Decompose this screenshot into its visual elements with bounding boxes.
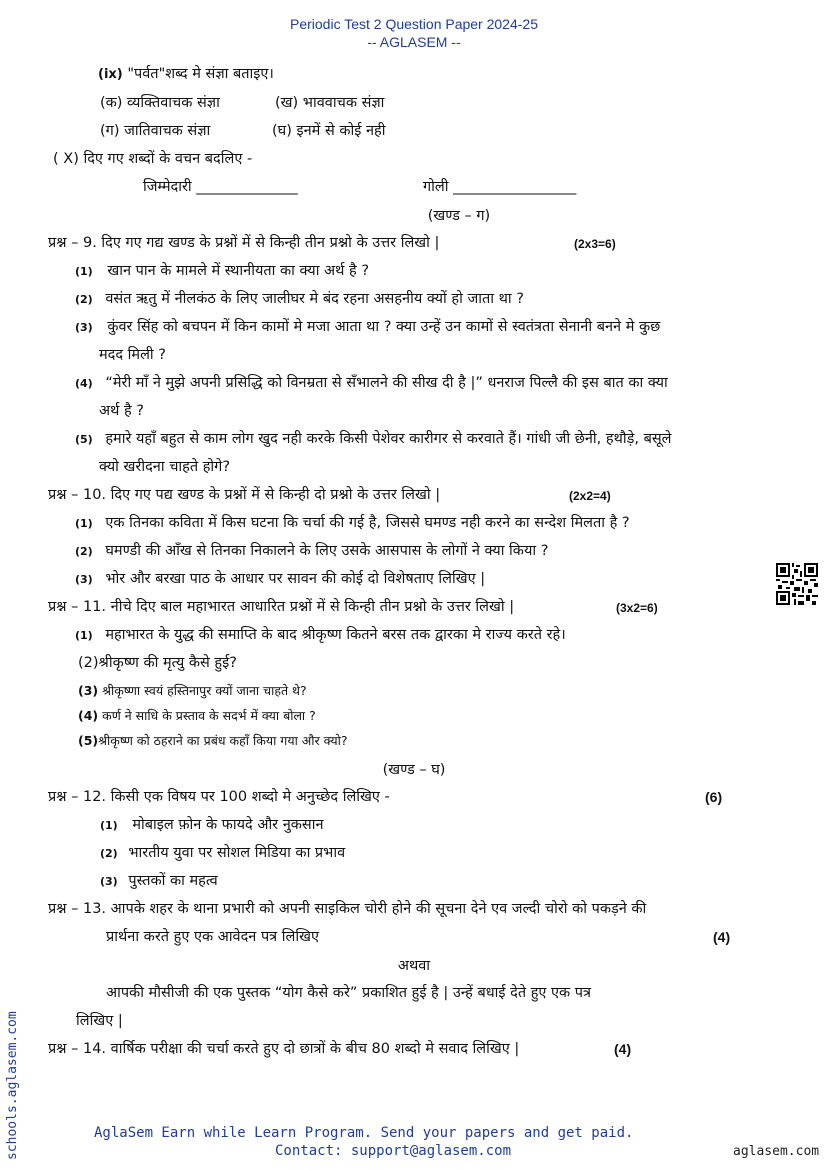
q10-label: प्रश्न – 10. — [48, 487, 107, 503]
q11-item-3-text: श्रीकृष्णा स्वयं हस्तिनापुर क्यों जाना चाहते थे? — [102, 683, 307, 698]
footer-contact-text[interactable]: Contact: support@aglasem.com — [275, 1143, 512, 1159]
qr-code-icon — [776, 563, 818, 605]
q9-item-3-text: कुंवर सिंह को बचपन में किन कामों मे मजा आता था ? क्या उन्हें उन कामों से स्वतंत्रता सेनानी बनने मे कुछ — [107, 319, 661, 335]
q9-item-4-text: “मेरी माँ ने मुझे अपनी प्रसिद्धि को विनम्रता से सँभालने की सीख दी है |” धनराज पिल्लै की इस बात का क्या — [105, 375, 668, 391]
q12-label: प्रश्न – 12. — [48, 789, 107, 805]
q-ix-opt-c: (ग) जातिवाचक संज्ञा — [100, 123, 211, 139]
q13-or: अथवा — [397, 958, 431, 974]
q12-item-3-text: पुस्तकों का महत्व — [128, 873, 218, 889]
q11-item-4-text: कर्ण ने साधि के प्रस्ताव के सदर्भ में क्या बोला ? — [102, 708, 316, 723]
q12-item-1-text: मोबाइल फ़ोन के फायदे और नुकसान — [132, 817, 324, 833]
q11-item-3 — [78, 681, 307, 701]
q12-text: किसी एक विषय पर 100 शब्दो मे अनुच्छेद लिखिए - — [110, 789, 390, 805]
q9-item-3-cont: मदद मिली ? — [99, 347, 166, 363]
q-ix-label: (ix) — [98, 67, 123, 82]
q10-item-3-num: (3) — [75, 573, 93, 586]
side-watermark-url: schools.aglasem.com — [5, 1011, 20, 1160]
q-x-text: ( X) दिए गए शब्दों के वचन बदलिए - — [53, 151, 253, 167]
q11-label: प्रश्न – 11. — [48, 599, 107, 615]
section-d-heading: (खण्ड – घ) — [382, 762, 446, 778]
q13-label: प्रश्न – 13. — [48, 901, 107, 917]
footer-program-text: AglaSem Earn while Learn Program. Send your papers and get paid. — [94, 1125, 634, 1141]
q11-text: नीचे दिए बाल महाभारत आधारित प्रश्नों में से किन्ही तीन प्रश्नो के उत्तर लिखो | — [110, 599, 515, 615]
q10-item-1 — [75, 513, 630, 534]
q14-label: प्रश्न – 14. — [48, 1041, 107, 1057]
q13-alt: आपकी मौसीजी की एक पुस्तक “योग कैसे करे” प्रकाशित हुई है | उन्हें बधाई देते हुए एक पत्र — [106, 985, 592, 1001]
q10-text: दिए गए पद्य खण्ड के प्रश्नों में से किन्ही दो प्रश्नो के उत्तर लिखो | — [110, 487, 441, 503]
q11-item-5 — [78, 731, 347, 751]
q12-item-3 — [100, 871, 218, 892]
q10-item-3 — [75, 569, 485, 590]
q9-item-5-text: हमारे यहाँ बहुत से काम लोग खुद नही करके किसी पेशेवर कारीगर से करवाते हैं। गांधी जी छेनी, हथौड़े, बसूले — [105, 431, 672, 447]
q-ix — [98, 64, 274, 85]
q-x-word-1: जिम्मेदारी ______________ — [143, 179, 298, 195]
q10-item-1-num: (1) — [75, 517, 93, 530]
q9-item-1 — [75, 261, 369, 282]
q13 — [48, 899, 646, 919]
q11-item-1-num: (1) — [75, 629, 93, 642]
q14 — [48, 1039, 519, 1059]
q9-item-4-cont: अर्थ है ? — [99, 403, 144, 419]
q11-item-3-num: (3) — [78, 683, 99, 698]
q10-item-1-text: एक तिनका कविता में किस घटना कि चर्चा की गई है, जिससे घमण्ड नही करने का सन्देश मिलता है ? — [105, 515, 630, 531]
q10-item-3-text: भोर और बरखा पाठ के आधार पर सावन की कोई दो विशेषताए लिखिए | — [105, 571, 486, 587]
q9-item-4 — [75, 373, 668, 394]
q10-item-2-num: (2) — [75, 545, 93, 558]
q-x-word-2: गोली _________________ — [423, 179, 577, 195]
q12-item-1-num: (1) — [100, 819, 118, 832]
q12-marks: (6) — [705, 789, 723, 805]
q14-text: वार्षिक परीक्षा की चर्चा करते हुए दो छात्रों के बीच 80 शब्दो मे सवाद लिखिए | — [110, 1041, 520, 1057]
q9-item-4-num: (4) — [75, 377, 93, 390]
q11-item-2-num: (2) — [78, 655, 99, 671]
q9-item-5-num: (5) — [75, 433, 93, 446]
q9-item-5 — [75, 429, 671, 450]
page-header-brand: -- AGLASEM -- — [367, 34, 461, 50]
q-ix-text: "पर्वत"शब्द मे संज्ञा बताइए। — [127, 66, 274, 82]
q11-item-2 — [78, 653, 237, 673]
q9-item-5-cont: क्यो खरीदना चाहते होगे? — [99, 459, 231, 475]
q11-item-1-text: महाभारत के युद्ध की समाप्ति के बाद श्रीकृष्ण कितने बरस तक द्वारका मे राज्य करते रहे। — [105, 627, 566, 643]
q9-text: दिए गए गद्य खण्ड के प्रश्नों में से किन्ही तीन प्रश्नो के उत्तर लिखो | — [101, 235, 440, 251]
q11-item-2-text: श्रीकृष्ण की मृत्यु कैसे हुई? — [98, 655, 237, 671]
q-ix-opt-d: (घ) इनमें से कोई नही — [272, 123, 386, 139]
q13-marks: (4) — [713, 929, 731, 945]
q11-item-5-text: श्रीकृष्ण को ठहराने का प्रबंध कहाँ किया गया और क्यो? — [98, 733, 348, 748]
q10-item-2 — [75, 541, 548, 562]
q-ix-opt-b: (ख) भाववाचक संज्ञा — [275, 95, 385, 111]
q12-item-2-num: (2) — [100, 847, 118, 860]
section-c-heading: (खण्ड – ग) — [427, 208, 491, 224]
q9-marks: (2x3=6) — [574, 237, 616, 251]
q9-item-3 — [75, 317, 660, 338]
q11-item-4 — [78, 706, 316, 726]
q9-item-3-num: (3) — [75, 321, 93, 334]
q14-marks: (4) — [614, 1041, 632, 1057]
q12-item-1 — [100, 815, 324, 836]
q11-item-5-num: (5) — [78, 733, 99, 748]
q11-item-4-num: (4) — [78, 708, 99, 723]
q13-alt-cont: लिखिए | — [76, 1013, 123, 1029]
q9-label: प्रश्न – 9. — [48, 235, 97, 251]
q11-item-1 — [75, 625, 566, 646]
q9-item-2 — [75, 289, 524, 310]
q9-item-2-text: वसंत ऋतु में नीलकंठ के लिए जालीघर मे बंद रहना असहनीय क्यों हो जाता था ? — [105, 291, 524, 307]
q10 — [48, 485, 440, 505]
q9 — [48, 233, 439, 253]
q9-item-1-text: खान पान के मामले में स्थानीयता का क्या अर्थ है ? — [107, 263, 370, 279]
q13-cont: प्रार्थना करते हुए एक आवेदन पत्र लिखिए — [106, 929, 320, 945]
q12-item-2 — [100, 843, 345, 864]
q13-text: आपके शहर के थाना प्रभारी को अपनी साइकिल चोरी होने की सूचना देने एव जल्दी चोरो को पकड़ने की — [110, 901, 647, 917]
q11-marks: (3x2=6) — [616, 601, 658, 615]
page-header-title: Periodic Test 2 Question Paper 2024-25 — [289, 16, 538, 32]
q12-item-2-text: भारतीय युवा पर सोशल मिडिया का प्रभाव — [128, 845, 346, 861]
q12 — [48, 787, 390, 807]
footer-site-link[interactable]: aglasem.com — [733, 1144, 820, 1159]
q9-item-2-num: (2) — [75, 293, 93, 306]
q10-marks: (2x2=4) — [569, 489, 611, 503]
q10-item-2-text: घमण्डी की आँख से तिनका निकालने के लिए उसके आसपास के लोगों ने क्या किया ? — [105, 543, 549, 559]
q9-item-1-num: (1) — [75, 265, 93, 278]
q11 — [48, 597, 514, 617]
q-ix-opt-a: (क) व्यक्तिवाचक संज्ञा — [100, 95, 220, 111]
q12-item-3-num: (3) — [100, 875, 118, 888]
